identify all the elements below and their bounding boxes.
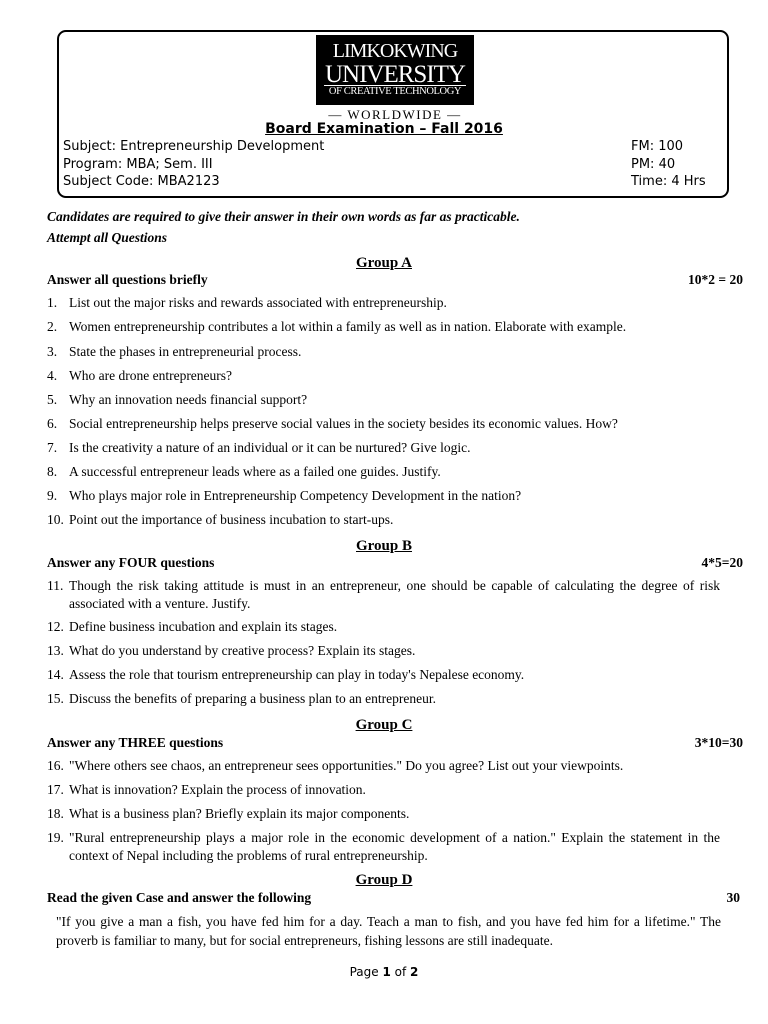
question-number: 1. xyxy=(47,295,58,310)
question-number: 4. xyxy=(47,368,58,383)
exam-title: Board Examination – Fall 2016 xyxy=(265,121,503,137)
question-text: State the phases in entrepreneurial process. xyxy=(69,344,302,359)
group-d-title: Group D xyxy=(355,872,413,888)
question-text: What do you understand by creative process? Explain its stages. xyxy=(69,643,416,658)
question-number: 13. xyxy=(47,643,64,658)
question-text: Discuss the benefits of preparing a business plan to an entrepreneur. xyxy=(69,691,437,706)
question-item xyxy=(47,511,720,529)
page-current: 1 xyxy=(382,965,391,979)
question-text: Assess the role that tourism entrepreneurship can play in today's Nepalese economy. xyxy=(69,667,525,682)
question-item xyxy=(47,757,720,775)
question-item xyxy=(47,666,720,684)
question-number: 12. xyxy=(47,619,64,634)
question-item xyxy=(47,690,720,708)
case-study-text: "If you give a man a fish, you have fed him for a day. Teach a man to fish, and you have fed him for a lifetime." The proverb is familiar to many, but for social entrepreneurs, fishing lessons are still inadequate. xyxy=(56,914,721,948)
question-text: Is the creativity a nature of an individual or it can be nurtured? Give logic. xyxy=(69,440,471,455)
group-a-title: Group A xyxy=(356,255,412,271)
group-c-instruction xyxy=(47,734,743,751)
question-item xyxy=(47,618,720,636)
question-number: 6. xyxy=(47,416,58,431)
logo-line-2: UNIVERSITY xyxy=(325,61,465,88)
question-number: 10. xyxy=(47,512,64,527)
question-number: 18. xyxy=(47,806,64,821)
question-item xyxy=(47,463,720,481)
group-c-instruction-text: Answer any THREE questions xyxy=(47,735,224,750)
question-text: Who plays major role in Entrepreneurship Competency Development in the nation? xyxy=(69,488,522,503)
page-of: of xyxy=(390,965,411,979)
question-text: A successful entrepreneur leads where as a failed one guides. Justify. xyxy=(69,464,441,479)
group-b-marks: 4*5=20 xyxy=(701,555,743,570)
question-item xyxy=(47,829,720,865)
question-item xyxy=(47,805,720,823)
group-c-marks: 3*10=30 xyxy=(694,735,743,750)
question-text: "Rural entrepreneurship plays a major role in the economic development of a nation." Explain the statement in the context of Nepal including the problems of rural entrepreneurship. xyxy=(69,830,720,863)
group-d-instruction xyxy=(47,889,740,906)
instruction-own-words: Candidates are required to give their answer in their own words as far as practicable. xyxy=(47,209,520,224)
question-text: Social entrepreneurship helps preserve social values in the society besides its economic values. How? xyxy=(69,416,618,431)
instruction-attempt-all: Attempt all Questions xyxy=(47,230,168,245)
question-text: List out the major risks and rewards associated with entrepreneurship. xyxy=(69,295,447,310)
question-text: Point out the importance of business incubation to start-ups. xyxy=(69,512,394,527)
question-number: 2. xyxy=(47,319,58,334)
question-number: 5. xyxy=(47,392,58,407)
exam-time: Time: 4 Hrs xyxy=(631,174,706,189)
group-a-instruction xyxy=(47,271,743,288)
question-text: What is innovation? Explain the process of innovation. xyxy=(69,782,366,797)
question-item xyxy=(47,391,720,409)
question-number: 11. xyxy=(47,578,64,593)
question-text: Who are drone entrepreneurs? xyxy=(69,368,233,383)
question-text: What is a business plan? Briefly explain its major components. xyxy=(69,806,410,821)
page-prefix: Page xyxy=(349,965,383,979)
question-number: 3. xyxy=(47,344,58,359)
full-marks: FM: 100 xyxy=(631,139,684,154)
question-item xyxy=(47,415,720,433)
question-number: 15. xyxy=(47,691,64,706)
group-b-instruction-text: Answer any FOUR questions xyxy=(47,555,215,570)
question-number: 14. xyxy=(47,667,64,682)
question-number: 8. xyxy=(47,464,58,479)
question-item xyxy=(47,439,720,457)
question-item xyxy=(47,642,720,660)
question-item xyxy=(47,781,720,799)
question-number: 19. xyxy=(47,830,64,845)
question-number: 7. xyxy=(47,440,58,455)
question-item xyxy=(47,367,720,385)
logo-line-1: LIMKOKWING xyxy=(332,40,458,62)
group-b-instruction xyxy=(47,554,743,571)
logo-line-3: OF CREATIVE TECHNOLOGY xyxy=(316,86,474,98)
group-b-title: Group B xyxy=(356,538,412,554)
page-number xyxy=(0,964,768,980)
group-a-marks: 10*2 = 20 xyxy=(688,272,743,287)
question-number: 17. xyxy=(47,782,64,797)
question-item xyxy=(47,294,720,312)
logo-worldwide: — WORLDWIDE — xyxy=(328,107,462,122)
group-a-instruction-text: Answer all questions briefly xyxy=(47,272,208,287)
question-number: 9. xyxy=(47,488,58,503)
group-c-title: Group C xyxy=(355,717,413,733)
group-d-marks: 30 xyxy=(726,890,740,905)
university-logo xyxy=(316,35,474,105)
question-item xyxy=(47,318,720,336)
question-text: Define business incubation and explain its stages. xyxy=(69,619,338,634)
question-text: Women entrepreneurship contributes a lot within a family as well as in nation. Elaborate with example. xyxy=(69,319,627,334)
pass-marks: PM: 40 xyxy=(631,157,676,172)
question-text: "Where others see chaos, an entrepreneur sees opportunities." Do you agree? List out your viewpoints. xyxy=(69,758,624,773)
question-text: Though the risk taking attitude is must in an entrepreneur, one should be capable of calculating the degree of risk associated with a venture. Justify. xyxy=(69,578,720,611)
program-label: Program: MBA; Sem. III xyxy=(63,157,213,172)
subject-code-label: Subject Code: MBA2123 xyxy=(63,174,220,189)
question-item xyxy=(47,577,720,613)
question-number: 16. xyxy=(47,758,64,773)
question-item xyxy=(47,343,720,361)
page-total: 2 xyxy=(410,965,419,979)
question-item xyxy=(47,487,720,505)
group-d-instruction-text: Read the given Case and answer the following xyxy=(47,890,312,905)
subject-label: Subject: Entrepreneurship Development xyxy=(63,139,325,154)
question-text: Why an innovation needs financial support? xyxy=(69,392,308,407)
